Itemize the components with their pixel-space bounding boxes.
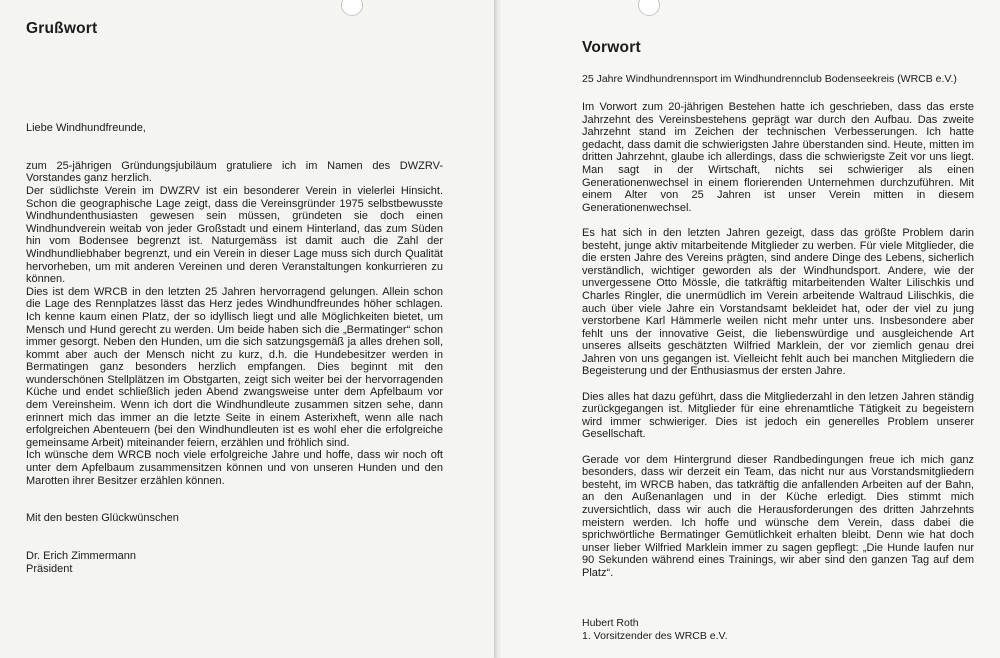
- right-signature-role: 1. Vorsitzender des WRCB e.V.: [582, 630, 728, 642]
- right-page-subtitle: 25 Jahre Windhundrennsport im Windhundrennclub Bodenseekreis (WRCB e.V.): [582, 73, 957, 85]
- left-paragraph-2: Der südlichste Verein im DWZRV ist ein besonderer Verein in vielerlei Hinsicht. Schon die geographische Lage zeigt, dass die Vereinsgründer 1975 selbstbewusste Windhundenthusiasten gewesen sein müssen, gründeten sie doch einen Windhundverein weitab von jeder Großstadt und einem Hinterland, das zum Süden hin vom Bodensee begrenzt ist. Naturgemäss ist damit auch die Zahl der Windhundliebhaber begrenzt, und ein Verein in dieser Lage muss sich durch Qualität hervorheben, um mit anderen Vereinen und deren Veranstaltungen konkurrieren zu können.: [26, 184, 443, 286]
- left-signature-name: Dr. Erich Zimmermann: [26, 550, 137, 563]
- left-paragraph-4: Ich wünsche dem WRCB noch viele erfolgreiche Jahre und hoffe, dass wir noch oft unter dem Apfelbaum zusammensitzen können und von unseren Hunden und den Marotten ihrer Besitzer erzählen können.: [26, 449, 443, 487]
- right-paragraph-1: Im Vorwort zum 20-jährigen Bestehen hatte ich geschrieben, dass das erste Jahrzehnt des Vereinsbestehens geprägt war durch den Aufbau. Das zweite Jahrzehnt stand im Zeichen der technischen Verbesserungen. Ich hatte gedacht, dass damit die schwierigsten Jahre überstanden sind. Heute, mitten im dritten Jahrzehnt, glaube ich allerdings, dass die schwierigste Zeit vor uns liegt. Man sagt in der Wirtschaft, nichts sei schwieriger als einen Generationenwechsel in einem florierenden Unternehmen durchzuführen. Mit einem Alter von 25 Jahren ist unser Verein mitten in diesem Generationenwechsel.: [582, 101, 974, 214]
- left-paragraph-1: zum 25-jährigen Gründungsjubiläum gratuliere ich im Namen des DWZRV-Vorstandes ganz herzlich.: [26, 159, 443, 185]
- left-page: [0, 0, 496, 658]
- right-paragraph-4: Gerade vor dem Hintergrund dieser Randbedingungen freue ich mich ganz besonders, dass wir derzeit ein Team, das nicht nur aus Vorstandsmitgliedern besteht, im WRCB haben, das tatkräftig die anfallenden Arbeiten auf der Bahn, an den Außenanlagen und in der Küche erledigt. Dies stimmt mich zuversichtlich, dass wir auch die Herausforderungen des dritten Jahrzehnts meistern werden. Ich hoffe und wünsche dem Verein, dass dabei die sprichwörtliche Bermatinger Gemütlichkeit erhalten bleibt. Denn wie hat doch unser lieber Wilfried Marklein immer zu sagen gepflegt: „Die Hunde laufen nur 90 Sekunden während eines Trainings, wir aber sind den ganzen Tag auf dem Platz“.: [582, 453, 974, 579]
- salutation: Liebe Windhundfreunde,: [26, 122, 146, 134]
- left-paragraph-3: Dies ist dem WRCB in den letzten 25 Jahren hervorragend gelungen. Allein schon die Lage des Rennplatzes lässt das Herz jedes Windhundfreundes höher schlagen. Ich kenne kaum einen Platz, der so idyllisch liegt und alle Möglichkeiten bietet, um Mensch und Hund gerecht zu werden. Um beide haben sich die „Bermatinger“ schon immer gesorgt. Neben den Hunden, um die sich satzungsgemäß ja alles drehen soll, kommt aber auch der Mensch nicht zu kurz, d.h. die Hundebesitzer werden in Bermatingen ganz besonders herzlich empfangen. Dies beginnt mit den wunderschönen Stellplätzen im Obstgarten, zeigt sich weiter bei der hervorragenden Küche und endet schließlich jeden Abend zwangsweise unter dem Apfelbaum vor dem Vereinsheim. Wenn ich dort die Windhundleute zusammen sitzen sehe, dann erinnert mich das immer an die letzte Seite in einem Asterixheft, wenn alle nach erfolgreichen Abenteuern (bei den Windhundleuten ist es wohl eher die erfolgreiche gemeinsame Arbeit) miteinander feiern, erzählen und fröhlich sind.: [26, 285, 443, 449]
- punch-hole: [638, 0, 660, 16]
- right-paragraph-3: Dies alles hat dazu geführt, dass die Mitgliederzahl in den letzen Jahren ständig zurückgegangen ist. Mitglieder für eine ehrenamtliche Tätigkeit zu begeistern wird immer schwieriger. Dies ist jedoch ein generelles Problem unserer Gesellschaft.: [582, 390, 974, 441]
- right-page-body: [582, 101, 974, 580]
- left-signature-role: Präsident: [26, 562, 73, 575]
- right-paragraph-2: Es hat sich in den letzten Jahren gezeigt, dass das größte Problem darin besteht, junge aktiv mitarbeitende Mitglieder zu werben. Für viele Mitglieder, die die ersten Jahre des Vereins prägten, sind andere Dinge des Lebens, sicherlich verständlich, wichtiger geworden als der Windhundsport. Andere, wie der unvergessene Otto Mössle, die tatkräftig mitarbeitenden Walter Lilischkis und Charles Ringler, die unermüdlich im Verein arbeitende Waltraud Lilischkis, die auch über viele Jahre ein Vorstandsamt bekleidet hat, oder der viel zu jung verstorbene Karl Hämmerle weilen nicht mehr unter uns. Insbesondere aber fehlt uns der innovative Geist, die liebenswürdige und ausgleichende Art unseres allseits geschätzten Wilfried Marklein, der vor ziemlich genau drei Jahren von uns gegangen ist. Vielleicht fehlt auch bei manchen Mitgliedern die Begeisterung und der Enthusiasmus der ersten Jahre.: [582, 226, 974, 378]
- right-page: [500, 0, 1000, 658]
- right-signature-name: Hubert Roth: [582, 617, 639, 629]
- left-page-title: Grußwort: [26, 20, 98, 37]
- right-page-title: Vorwort: [582, 39, 641, 56]
- left-page-body: [26, 122, 443, 575]
- closing-line: Mit den besten Glückwünschen: [26, 512, 179, 525]
- punch-hole: [341, 0, 363, 16]
